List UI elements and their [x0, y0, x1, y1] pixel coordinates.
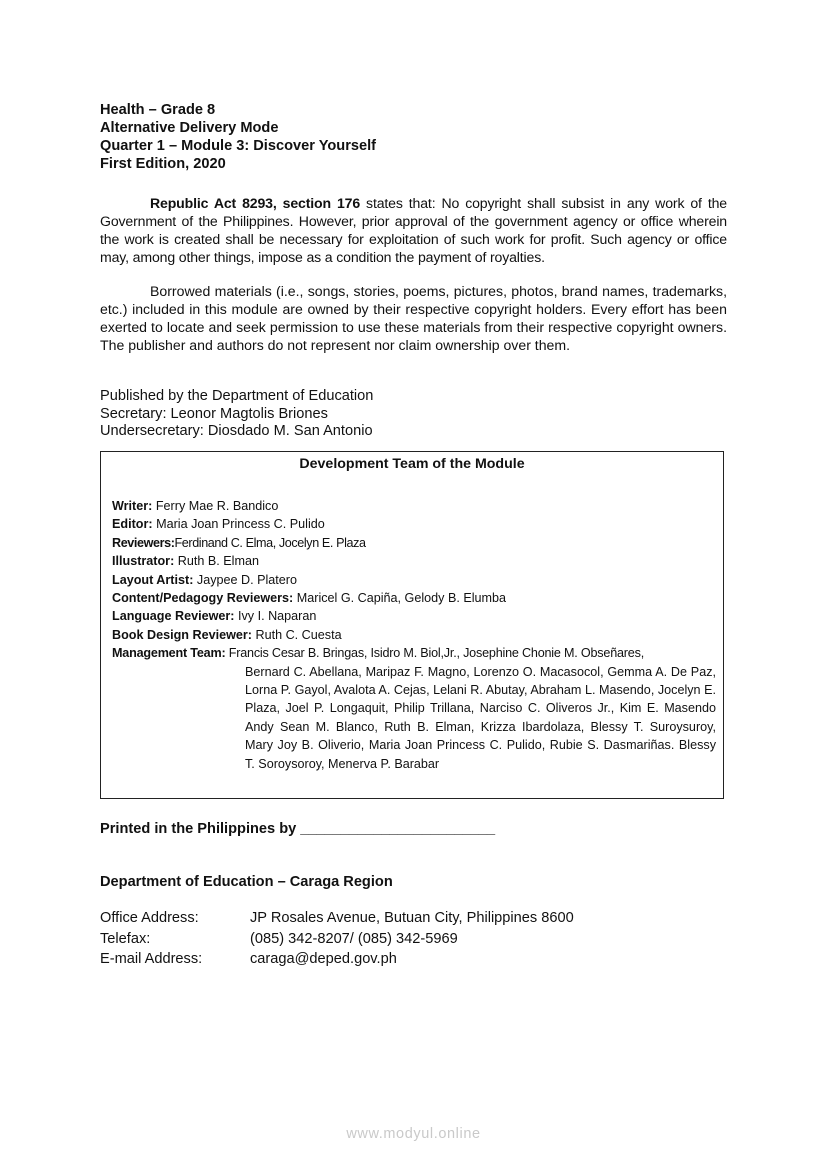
- undersecretary: Undersecretary: Diosdado M. San Antonio: [100, 423, 373, 439]
- role-label: Reviewers:: [112, 535, 175, 550]
- role-value: Ruth B. Elman: [174, 554, 259, 569]
- team-role-layout-artist: [112, 571, 715, 589]
- team-role-management-team: [112, 644, 715, 662]
- contact-value: (085) 342-8207/ (085) 342-5969: [250, 930, 458, 947]
- team-role-reviewers: [112, 534, 715, 552]
- borrowed-materials-text: Borrowed materials (i.e., songs, stories, poems, pictures, photos, brand names, trademarks, etc.) included in this module are owned by their respective copyright holders. Every effort has been exerted to locate and seek permission to use these materials from their respective copyright owners. The publisher and authors do not represent nor claim ownership over them.: [100, 283, 727, 353]
- role-value: Ruth C. Cuesta: [251, 627, 342, 642]
- module-title: Quarter 1 – Module 3: Discover Yourself: [100, 138, 377, 154]
- contact-telefax: [100, 929, 574, 950]
- role-value: Francis Cesar B. Bringas, Isidro M. Biol,Jr., Josephine Chonie M. Obseñares,: [225, 646, 644, 661]
- website-watermark: www.modyul.online: [346, 1126, 481, 1142]
- contact-office-address: [100, 908, 574, 929]
- team-role-content-reviewers: [112, 589, 715, 607]
- role-label: Illustrator:: [112, 554, 175, 569]
- contact-email: [100, 949, 574, 970]
- development-team-box: [100, 451, 724, 799]
- role-label: Writer:: [112, 499, 153, 513]
- role-label: Layout Artist:: [112, 572, 194, 587]
- contact-label: Telefax:: [100, 930, 151, 947]
- role-value: Ivy I. Naparan: [234, 609, 317, 624]
- delivery-mode: Alternative Delivery Mode: [100, 120, 279, 136]
- contact-value[interactable]: caraga@deped.gov.ph: [250, 951, 397, 967]
- edition: First Edition, 2020: [100, 156, 226, 172]
- copyright-law-reference: Republic Act 8293, section 176: [150, 195, 361, 211]
- publisher: Published by the Department of Education: [100, 388, 374, 404]
- publisher-block: [100, 388, 373, 441]
- role-label: Editor:: [112, 517, 153, 532]
- subject-grade: Health – Grade 8: [100, 102, 216, 118]
- module-title-block: [100, 101, 376, 173]
- secretary: Secretary: Leonor Magtolis Briones: [100, 405, 328, 422]
- role-value: Maricel G. Capiña, Gelody B. Elumba: [293, 591, 507, 606]
- contact-label: Office Address:: [100, 910, 199, 926]
- region-heading: Department of Education – Caraga Region: [100, 874, 393, 890]
- contact-value: JP Rosales Avenue, Butuan City, Philippines 8600: [250, 910, 574, 926]
- borrowed-materials-notice: [100, 282, 727, 354]
- role-value: Ferry Mae R. Bandico: [152, 499, 279, 513]
- role-label: Management Team:: [112, 646, 226, 661]
- printed-by-line: Printed in the Philippines by ________________________: [100, 821, 496, 837]
- role-value: Jaypee D. Platero: [193, 572, 298, 587]
- team-role-language-reviewer: [112, 607, 715, 625]
- role-label: Language Reviewer:: [112, 609, 235, 624]
- copyright-text: states that: No copyright shall subsist in any work of the Government of the Philippines. However, prior approval of the government agency or office wherein the work is created shall be necessary for exploitation of such work for profit. Such agency or office may, among other things, impose as a condition the payment of royalties.: [100, 195, 727, 265]
- development-team-title: Development Team of the Module: [299, 456, 525, 472]
- role-label: Content/Pedagogy Reviewers:: [112, 591, 294, 606]
- role-value: Maria Joan Princess C. Pulido: [152, 517, 325, 532]
- contact-label: E-mail Address:: [100, 951, 203, 967]
- team-list: [112, 497, 715, 773]
- role-label: Book Design Reviewer:: [112, 627, 252, 642]
- team-role-editor: [112, 515, 715, 533]
- team-role-book-design-reviewer: [112, 626, 715, 644]
- contact-block: [100, 908, 574, 970]
- copyright-notice: [100, 194, 727, 266]
- team-role-illustrator: [112, 552, 715, 570]
- management-team-names: Bernard C. Abellana, Maripaz F. Magno, Lorenzo O. Macasocol, Gemma A. De Paz, Lorna P. Gayol, Avalota A. Cejas, Lelani R. Abutay, Abraham L. Masendo, Jocelyn E. Plaza, Joel P. Longaquit, Philip Trillana, Narciso C. Oliveros Jr., Kim E. Masendo Andy Sean M. Blanco, Ruth B. Elman, Krizza Ibardolaza, Blessy T. Suroysuroy, Mary Joy B. Oliverio, Maria Joan Princess C. Pulido, Rubie S. Dasmariñas. Blessy T. Soroysoroy, Menerva P. Barabar: [245, 664, 716, 771]
- team-role-writer: [112, 497, 715, 515]
- role-value: Ferdinand C. Elma, Jocelyn E. Plaza: [174, 535, 366, 550]
